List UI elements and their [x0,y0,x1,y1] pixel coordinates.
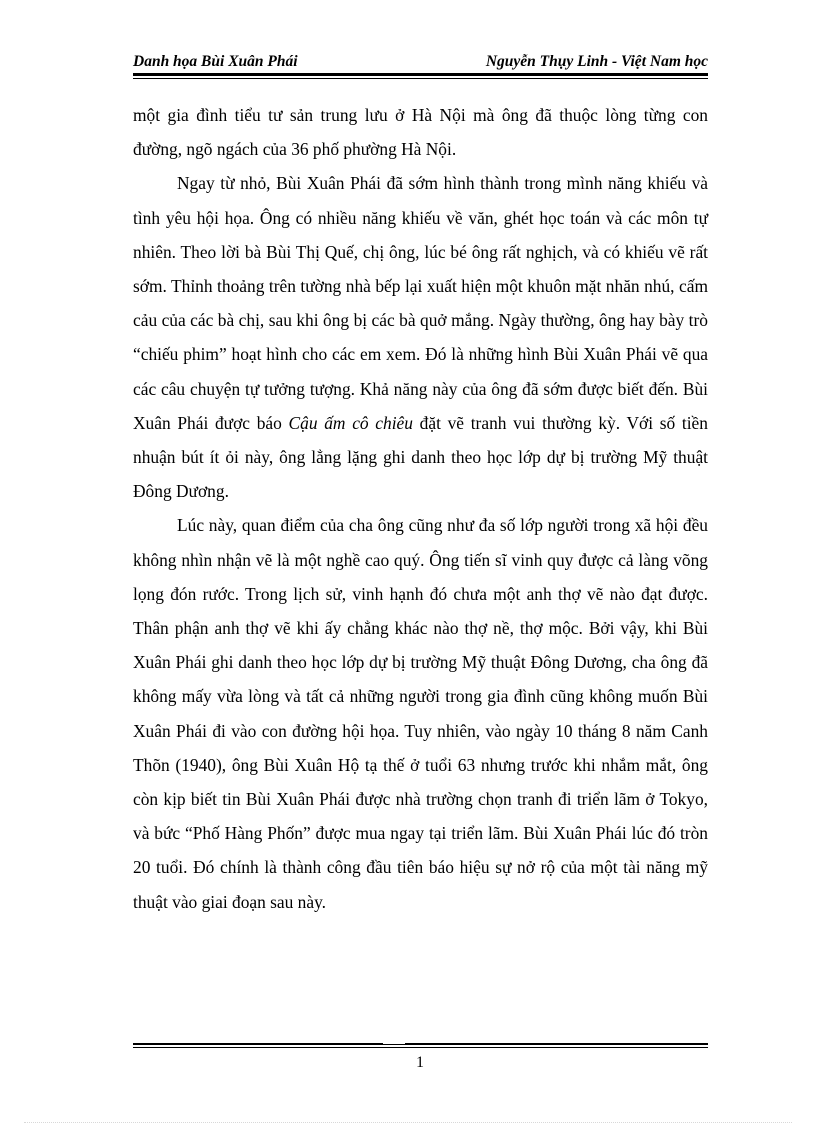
header-rule-thick [133,73,708,76]
paragraph-3: Lúc này, quan điểm của cha ông cũng như đa số lớp người trong xã hội đều không nhìn nhận vẽ là một nghề cao quý. Ông tiến sĩ vinh quy được cả làng võng lọng đón rước. Trong lịch sử, vinh hạnh đó chưa một anh thợ vẽ nào đạt được. Thân phận anh thợ vẽ khi ấy chẳng khác nào thợ nề, thợ mộc. Bởi vậy, khi Bùi Xuân Phái ghi danh theo học lớp dự bị trường Mỹ thuật Đông Dương, cha ông đã không mấy vừa lòng và tất cả những người trong gia đình cũng không muốn Bùi Xuân Phái đi vào con đường hội họa. Tuy nhiên, vào ngày 10 tháng 8 năm Canh Thõn (1940), ông Bùi Xuân Hộ tạ thế ở tuổi 63 nhưng trước khi nhắm mắt, ông còn kịp biết tin Bùi Xuân Phái được nhà trường chọn tranh đi triển lãm ở Tokyo, và bức “Phố Hàng Phốn” được mua ngay tại triển lãm. Bùi Xuân Phái lúc đó tròn 20 tuổi. Đó chính là thành công đầu tiên báo hiệu sự nở rộ của một tài năng mỹ thuật vào giai đoạn sau này. [133,515,708,912]
paragraph-1: một gia đình tiểu tư sản trung lưu ở Hà Nội mà ông đã thuộc lòng từng con đường, ngõ ngách của 36 phố phường Hà Nội. [133,105,708,160]
footer-rule-right [405,1043,708,1045]
body-text [133,98,708,919]
header-title-right: Nguyễn Thụy Linh - Việt Nam học [485,53,708,70]
footer-rule-left [133,1043,383,1045]
paragraph-2 [133,166,708,508]
paragraph-2-end: đặt vẽ tranh vui thường kỳ. Với số tiền nhuận bút ít ỏi này, ông lẳng lặng ghi danh theo học lớp dự bị trường Mỹ thuật Đông Dương. [133,412,708,502]
page-header [133,52,708,74]
paragraph-2-text: Ngay từ nhỏ, Bùi Xuân Phái đã sớm hình thành trong mình năng khiếu và tình yêu hội họa. Ông có nhiều năng khiếu về văn, ghét học toán và các môn tự nhiên. Theo lời bà Bùi Thị Quế, chị ông, lúc bé ông rất nghịch, và có khiếu vẽ rất sớm. Thỉnh thoảng trên tường nhà bếp lại xuất hiện một khuôn mặt nhăn nhú, cấm cảu của các bà chị, sau khi ông bị các bà quở mắng. Ngày thường, ông hay bày trò “chiếu phim” hoạt hình cho các em xem. Đó là những hình Bùi Xuân Phái vẽ qua các câu chuyện tự tưởng tượng. Khả năng này của ông đã sớm được biết đến. Bùi Xuân Phái được báo [133,173,708,433]
footer-rule-thin [133,1047,708,1048]
page-number: 1 [416,1054,424,1071]
header-title-left: Danh họa Bùi Xuân Phái [133,53,298,70]
footer-rule-mid [383,1044,405,1045]
header-rule-thin [133,78,708,79]
newspaper-title: Cậu ấm cô chiêu [288,412,413,433]
